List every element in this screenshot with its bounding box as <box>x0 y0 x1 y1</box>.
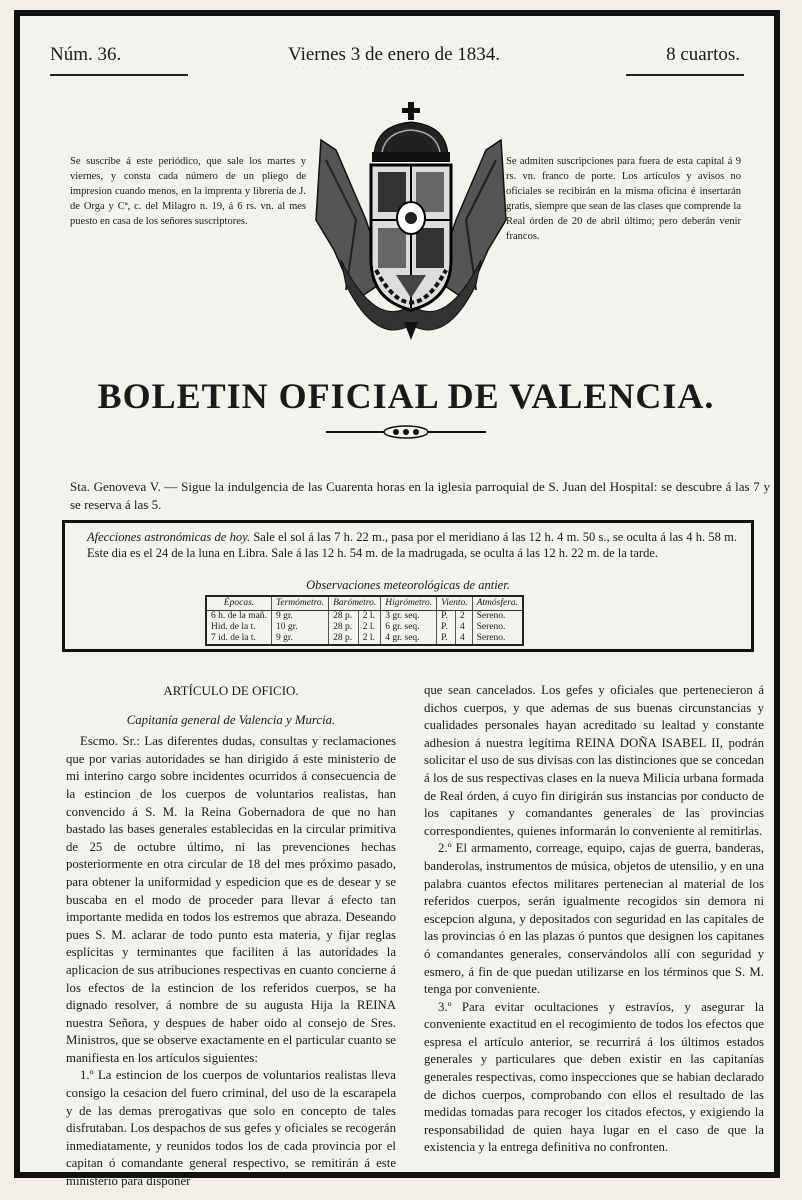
astronomy-box <box>62 520 754 652</box>
article-paragraph: que sean cancelados. Los gefes y oficiales que pertenecieron á dichos cuerpos, y que ademas de sus buenas circunstancias y cualidades personales hayan acreditado su lealtad y constante adhesion á nuestra legítima REINA DOÑA ISABEL II, podrán solicitar el uso de sus divisas con las distinciones que se concedan á los de sus respectivas clases en la nueva Milicia urbana formada de Real órden, á cuyo fin dirigirán sus instancias por conducto de los capitanes y comandantes generales de las provincias correspondientes, quienes informarán lo conveniente al remitirlas. <box>424 683 764 838</box>
astronomy-body: Sale el sol á las 7 h. 22 m., pasa por el meridiano á las 12 h. 4 m. 50 s., se oculta á las 4 h. 58 m. Este dia es el 24 de la luna en Libra. Sale á las 12 h. 54 m. de la madrugada, se oculta á las 12 h. 22 m. de la tarde. <box>87 530 737 560</box>
header-barometro: Barómetro. <box>329 596 381 611</box>
ornament-divider-icon <box>326 424 486 440</box>
cell: 2 l. <box>358 622 380 633</box>
cell: 7 id. de la t. <box>206 633 271 645</box>
royal-coat-of-arms-icon <box>316 100 506 345</box>
cell: 2 <box>455 611 472 623</box>
table-row <box>206 611 523 623</box>
cell: 4 gr. seq. <box>381 633 437 645</box>
subscription-info-left: Se suscribe á este periódico, que sale los martes y viernes, y consta cada número de un pliego de impresion cuando menos, en la imprenta y librería de J. de Orga y Cª, c. del Milagro n. 19, á 6 rs. vn. al mes puesto en casa de los señores suscriptores. <box>70 156 306 227</box>
header-higrometro: Higrómetro. <box>381 596 437 611</box>
issue-date: Viernes 3 de enero de 1834. <box>288 44 501 65</box>
weather-table <box>205 595 524 646</box>
cell: 28 p. <box>329 611 359 623</box>
cell: 6 gr. seq. <box>381 622 437 633</box>
cell: P. <box>437 622 456 633</box>
astronomy-text <box>87 529 737 561</box>
issue-price: 8 cuartos. <box>666 44 740 65</box>
weather-table-header <box>206 596 523 611</box>
cell: 2 l. <box>358 633 380 645</box>
cell: P. <box>437 633 456 645</box>
article-paragraph: Escmo. Sr.: Las diferentes dudas, consultas y reclamaciones que por varias autoridades se han dirigido á este ministerio de mi interino cargo sobre incidentes ocurridos á consecuencia de la estincion de los cuerpos de voluntarios realistas, han convencido á S. M. la Reina Gobernadora de que no han bastado las bases generales establecidas en la circular primitiva de 25 de octubre último, ni las prevenciones hechas posteriormente en otra circular de 18 del mes próximo pasado, para obtener la uniformidad y espedicion que es de desear y se buscaba en el modo de proceder para llevar á efecto tan importante medida en todos los estremos que abraza. Deseando pues S. M. aclarar de todo punto esta materia, y fijar reglas esplícitas y terminantes que faciliten á las autoridades la aplicacion de sus atribuciones respectivas en cuanto concierne á los efectos de la estincion de los referidos cuerpos, se ha dignado resolver, á nombre de su augusta Hija la REINA nuestra Señora, y despues de haber oido al consejo de Sres. Ministros, que se observe exactamente en el particular cuanto se manifiesta en los artículos siguientes: <box>66 734 396 1065</box>
subscription-info-right: Se admiten suscripciones para fuera de esta capital á 9 rs. vn. franco de porte. Los artículos y avisos no oficiales se recibirán en la misma oficina é insertarán gratis, siempre que sean de las clases que comprende la Real órden de 20 de abril último; pero deberán venir francos. <box>506 156 741 242</box>
bleed-through: · · · · · · · · · · · · · · · · · · · · · · · · · · · · · · · · · · · · · · <box>276 63 517 75</box>
saint-day-notice: Sta. Genoveva V. — Sigue la indulgencia de las Cuarenta horas en la iglesia parroquial de S. Juan del Hospital: se descubre á las 7 y se reserva á las 5. <box>70 479 770 512</box>
issue-number: Núm. 36. <box>50 44 122 65</box>
cell: 4 <box>455 633 472 645</box>
header-termometro: Termómetro. <box>271 596 328 611</box>
page-border <box>14 10 780 1189</box>
masthead <box>50 44 740 66</box>
table-row <box>206 633 523 645</box>
article-paragraph: 2.º El armamento, correage, equipo, cajas de guerra, banderas, banderolas, instrumentos de música, objetos de utensilio, y en una palabra cuantos efectos militares pertenecian al material de los referidos cuerpos, serán igualmente recogidos sin demora ni escepcion alguna, y depositados con seguridad en las capitales de las provincias ó en las plazas ó puntos que designen los capitanes ó comandantes generales, conservándolos allí con seguridad y esmero, á fin de que puedan utilizarse en los términos que S. M. tenga por conveniente. <box>424 841 764 997</box>
cell: Sereno. <box>472 611 523 623</box>
cell: P. <box>437 611 456 623</box>
cell: Sereno. <box>472 633 523 645</box>
astronomy-label: Afecciones astronómicas de hoy. <box>87 530 251 544</box>
header-viento: Viento. <box>437 596 472 611</box>
article-heading: ARTÍCULO DE OFICIO. <box>163 683 299 698</box>
article-subheading: Capitanía general de Valencia y Murcia. <box>126 712 336 727</box>
cell: 28 p. <box>329 622 359 633</box>
header-rule-right <box>626 74 744 76</box>
cell: 4 <box>455 622 472 633</box>
newspaper-title: BOLETIN OFICIAL DE VALENCIA. <box>97 376 715 416</box>
article-column-left <box>66 682 396 1191</box>
cell: Sereno. <box>472 622 523 633</box>
cell: Hid. de la t. <box>206 622 271 633</box>
article-paragraph: 3.º Para evitar ocultaciones y estravíos, y asegurar la conveniente exactitud en el recogimiento de todos los efectos que espresa el artículo anterior, se recurrirá á los últimos estados generales y particulares que deben existir en las capitanías generales respectivas, como inspecciones que se habian declarado de dichos cuerpos, comprobando con ellos el resultado de las medidas tomadas para recoger los citados efectos, y exigiendo la responsabilidad de quien haya lugar en el caso de que la existencia y la entrega definitiva no confronten. <box>424 999 764 1155</box>
header-atmosfera: Atmósfera. <box>472 596 523 611</box>
cell: 10 gr. <box>271 622 328 633</box>
cell: 3 gr. seq. <box>381 611 437 623</box>
cell: 6 h. de la mañ. <box>206 611 271 623</box>
header-rule-left <box>50 74 188 76</box>
cell: 2 l. <box>358 611 380 623</box>
newspaper-page <box>26 22 770 1189</box>
observations-title: Observaciones meteorológicas de antier. <box>306 578 510 592</box>
cell: 9 gr. <box>271 611 328 623</box>
table-row <box>206 622 523 633</box>
header-epocas: Épocas. <box>206 596 271 611</box>
article-column-right <box>424 682 764 1157</box>
cell: 28 p. <box>329 633 359 645</box>
article-paragraph: 1.º La estincion de los cuerpos de voluntarios realistas lleva consigo la cesacion del fuero criminal, del uso de la escarapela y de las demas prerogativas que solo en concepto de tales disfrutaban. Los despachos de sus gefes y oficiales se recogerán inmediatamente, y reunidos todos los de cada provincia por el capitan ó comandante general respectivo, se remitirán á este ministerio para disponer <box>66 1068 396 1189</box>
cell: 9 gr. <box>271 633 328 645</box>
